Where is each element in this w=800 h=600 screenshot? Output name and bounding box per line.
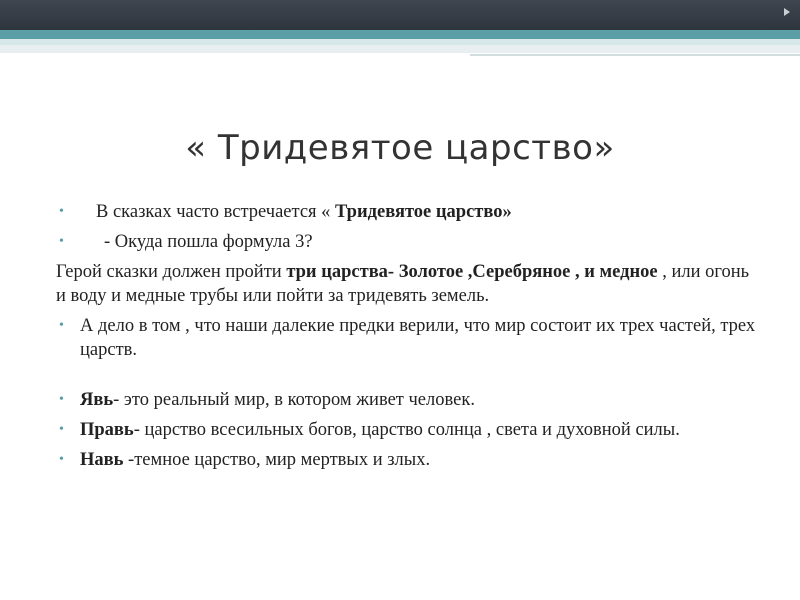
paragraph (56, 260, 756, 308)
corner-mark (784, 8, 790, 16)
list-item (56, 388, 756, 412)
list-item (56, 448, 756, 472)
top-gray-stripe (0, 45, 800, 53)
top-accent-stripe (0, 30, 800, 39)
line-4-text: А дело в том , что наши далекие предки верили, что мир состоит их трех частей, трех царств. (80, 316, 756, 360)
slide-body (56, 200, 756, 472)
line-1-text: В сказках часто встречается « (96, 202, 331, 222)
list-item (56, 230, 756, 254)
nav-term: Навь (80, 450, 124, 470)
yav-text: - это реальный мир, в котором живет человек. (113, 390, 475, 410)
yav-term: Явь (80, 390, 114, 410)
list-item (56, 418, 756, 442)
line-2-text: - Окуда пошла формула 3? (104, 232, 313, 252)
bullet-icon: • (59, 422, 64, 437)
bullet-icon: • (59, 318, 64, 333)
nav-text: -темное царство, мир мертвых и злых. (123, 450, 431, 470)
top-thin-rule (470, 54, 800, 56)
prav-text: - царство всесильных богов, царство солнца , света и духовной силы. (133, 420, 680, 440)
line-3-a: Герой сказки должен пройти (56, 262, 282, 282)
top-band (0, 0, 800, 30)
list-item (56, 314, 756, 362)
line-3-bold: три царства- Золотое ,Серебряное , и медное (286, 262, 658, 282)
bullet-icon: • (59, 452, 64, 467)
line-1-bold: Тридевятое царство» (335, 202, 512, 222)
bullet-icon: • (59, 204, 64, 219)
line-3-c: , или огонь и воду и медные трубы или пойти за тридевять земель. (56, 262, 750, 306)
list-item (56, 200, 756, 224)
prav-term: Правь (80, 420, 134, 440)
bullet-icon: • (59, 392, 64, 407)
slide-title: « Тридевятое царство» (185, 128, 615, 168)
bullet-icon: • (59, 234, 64, 249)
